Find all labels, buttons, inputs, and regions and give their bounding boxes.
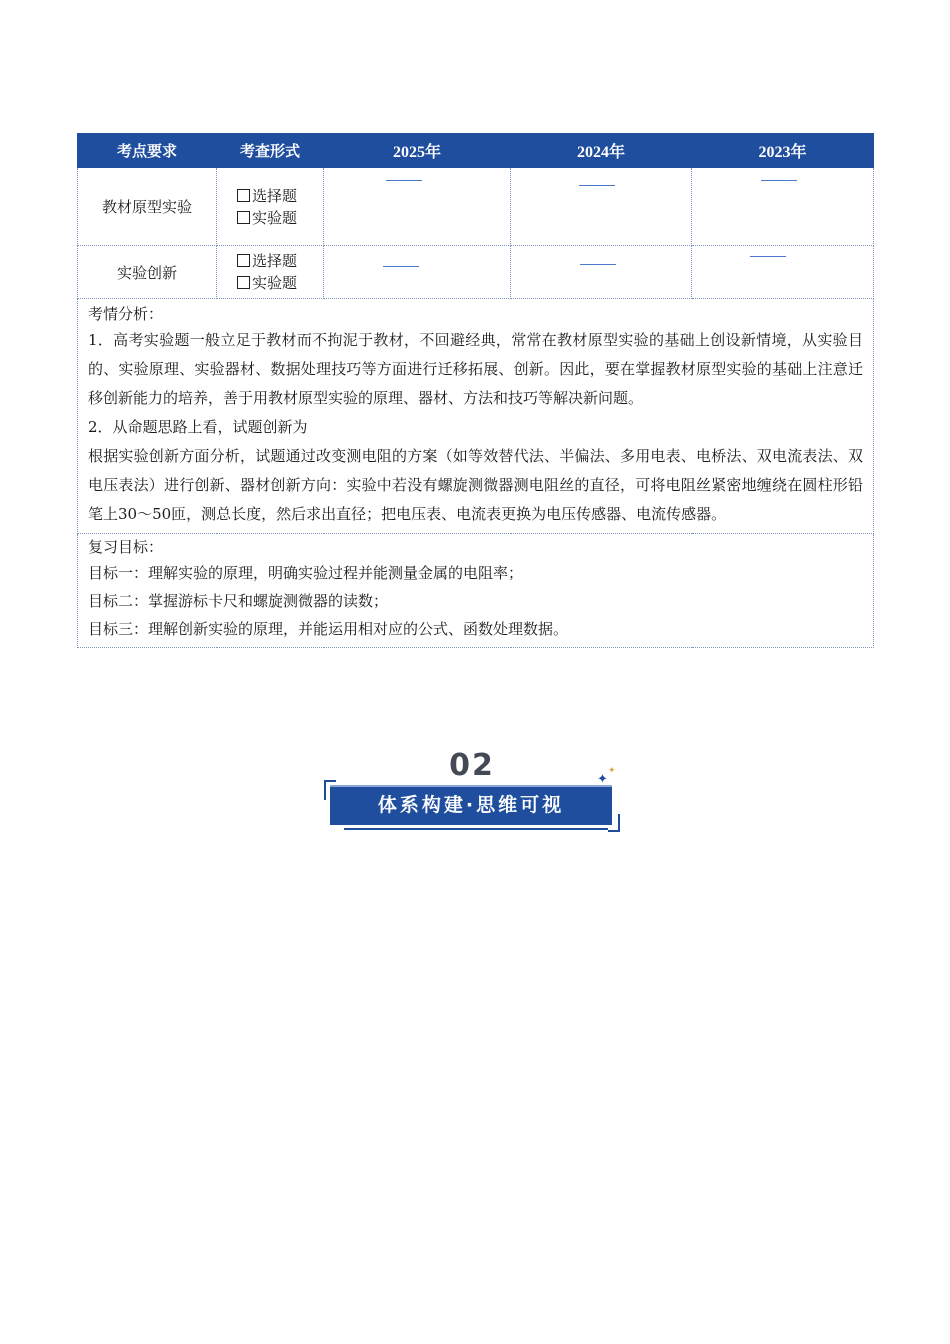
analysis-paragraph-2: 2．从命题思路上看，试题创新为 (88, 418, 308, 436)
banner-corner-right (608, 814, 620, 832)
option-choice[interactable]: 选择题 (237, 185, 323, 207)
year-cell-2024 (511, 246, 692, 299)
blank-line (761, 180, 797, 181)
analysis-paragraph-1: 1．高考实验题一般立足于教材而不拘泥于教材，不回避经典，常常在教材原型实验的基础上创设新情境，从实验目的、实验原理、实验器材、数据处理技巧等方面进行迁移拓展、创新。因此，要在掌握教材原型实验的基础上注意迁移创新能力的培养，善于用教材原型实验的原理、器材、方法和技巧等解决新问题。 (88, 331, 863, 407)
form-cell (217, 246, 324, 299)
analysis-cell (78, 299, 874, 534)
checkbox-icon[interactable] (237, 189, 250, 202)
table-row (78, 246, 874, 299)
year-cell-2025 (324, 168, 511, 246)
option-experiment[interactable]: 实验题 (237, 272, 323, 294)
header-topic: 考点要求 (78, 134, 217, 168)
year-cell-2023 (692, 168, 874, 246)
topic-cell: 教材原型实验 (78, 168, 217, 246)
option-experiment[interactable]: 实验题 (237, 207, 323, 229)
table-header-row (78, 134, 874, 168)
goal-item: 目标三：理解创新实验的原理，并能运用相对应的公式、函数处理数据。 (88, 620, 569, 638)
checkbox-icon[interactable] (237, 211, 250, 224)
year-cell-2025 (324, 246, 511, 299)
blank-line (383, 266, 419, 267)
table-row (78, 168, 874, 246)
goals-cell (78, 534, 874, 648)
blank-line (386, 180, 422, 181)
section-banner (322, 748, 627, 836)
goals-title: 复习目标： (88, 538, 164, 556)
analysis-title: 考情分析： (88, 305, 164, 323)
topic-cell: 实验创新 (78, 246, 217, 299)
sparkle-icon: ✦ (608, 766, 616, 776)
header-2025: 2025年 (324, 134, 511, 168)
exam-overview-table (77, 133, 874, 648)
goals-row (78, 534, 874, 648)
header-2024: 2024年 (511, 134, 692, 168)
form-cell (217, 168, 324, 246)
analysis-paragraph-3: 根据实验创新方面分析，试题通过改变测电阻的方案（如等效替代法、半偏法、多用电表、电桥法、双电流表法、双电压表法）进行创新、器材创新方向：实验中若没有螺旋测微器测电阻丝的直径，可将电阻丝紧密地缠绕在圆柱形铅笔上30～50匝，测总长度，然后求出直径；把电压表、电流表更换为电压传感器、电流传感器。 (88, 447, 863, 523)
sparkle-icon: ✦ (597, 772, 608, 787)
year-cell-2024 (511, 168, 692, 246)
goal-item: 目标一：理解实验的原理，明确实验过程并能测量金属的电阻率； (88, 564, 524, 582)
header-2023: 2023年 (692, 134, 874, 168)
goal-item: 目标二：掌握游标卡尺和螺旋测微器的读数； (88, 592, 389, 610)
section-number: 02 (449, 748, 495, 783)
analysis-row (78, 299, 874, 534)
header-form: 考查形式 (217, 134, 324, 168)
blank-line (750, 256, 786, 257)
checkbox-icon[interactable] (237, 254, 250, 267)
year-cell-2023 (692, 246, 874, 299)
blank-line (579, 185, 615, 186)
blank-line (580, 264, 616, 265)
section-title: 体系构建·思维可视 (330, 785, 612, 825)
banner-underline (344, 828, 608, 830)
option-choice[interactable]: 选择题 (237, 250, 323, 272)
checkbox-icon[interactable] (237, 276, 250, 289)
